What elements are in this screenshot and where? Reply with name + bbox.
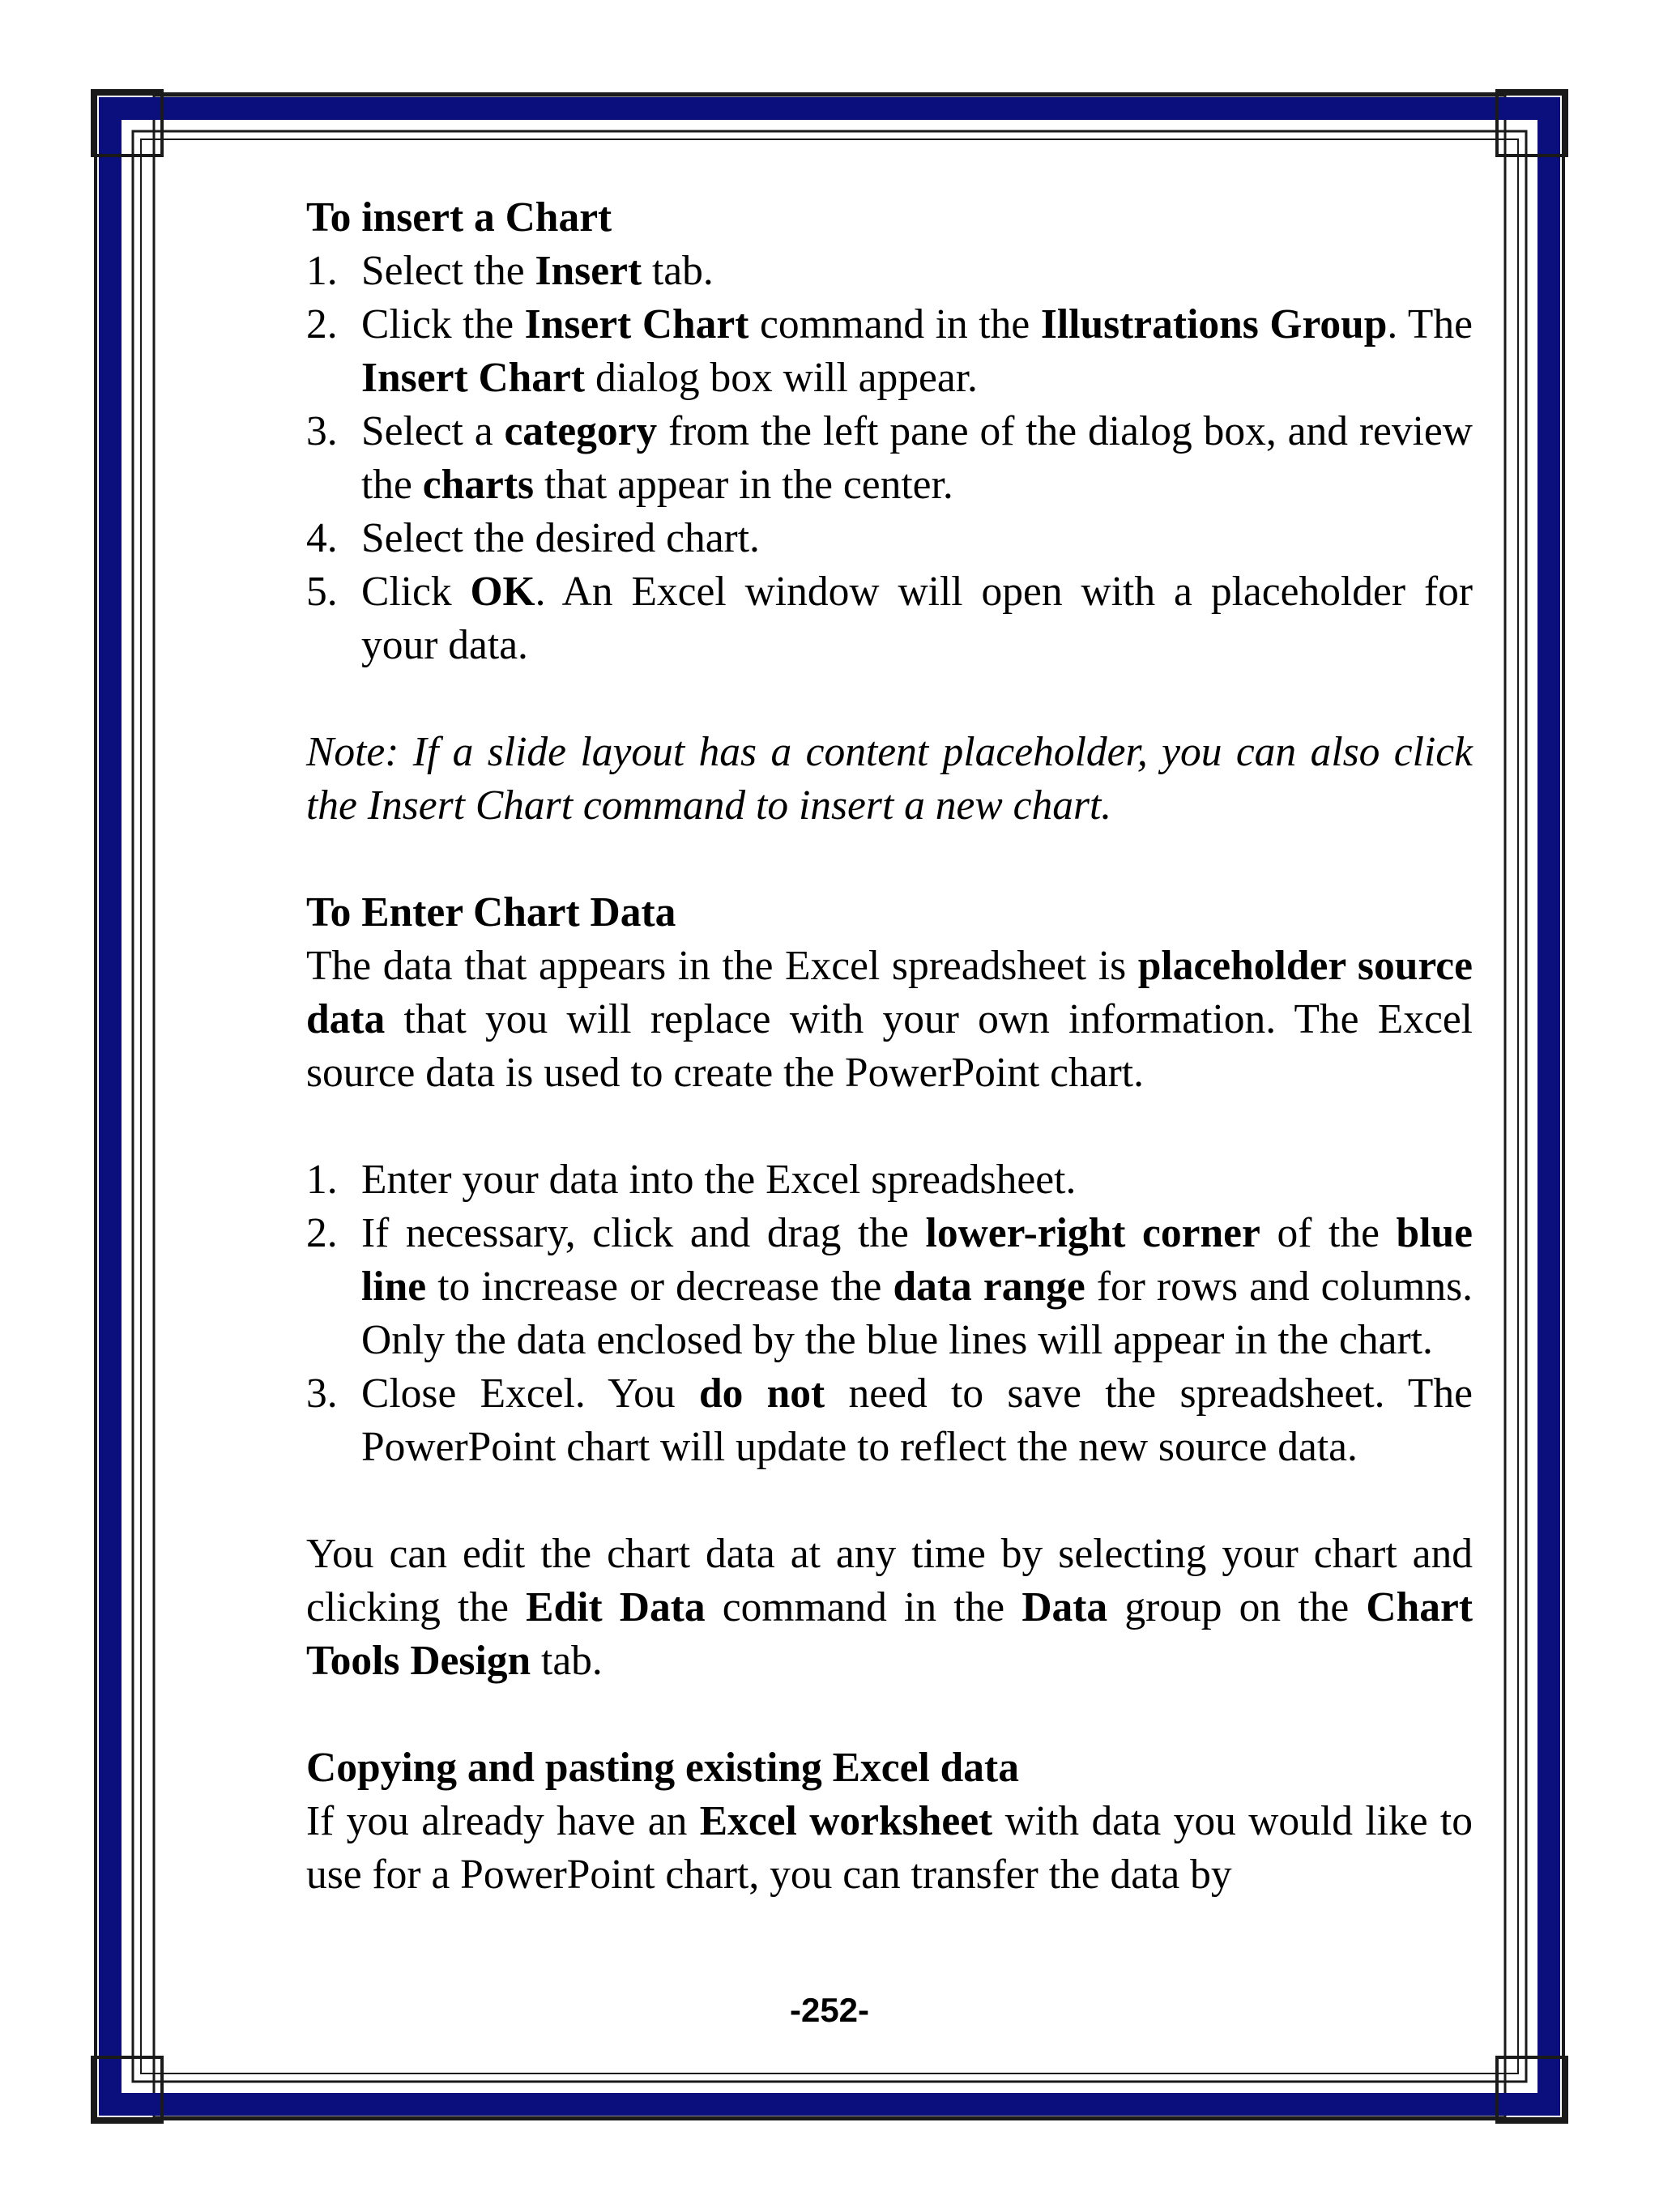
section-heading: To insert a Chart (306, 194, 612, 241)
page-content (306, 191, 1473, 1902)
paragraph: You can edit the chart data at any time by selecting your chart and clicking the Edit Data command in the Data group on the Chart Tools Design tab. (306, 1531, 1473, 1684)
page-number: -252- (789, 1991, 870, 2029)
paragraph: The data that appears in the Excel spreadsheet is placeholder source data that you will replace with your own information. The Excel source data is used to create the PowerPoint chart. (306, 943, 1473, 1096)
paragraph: If you already have an Excel worksheet with data you would like to use for a PowerPoint chart, you can transfer the data by (306, 1798, 1473, 1898)
insert-chart-steps (306, 245, 1473, 672)
list-item: 3. Close Excel. You do not need to save the spreadsheet. The PowerPoint chart will update to reflect the new source data. (306, 1370, 1473, 1470)
list-item: 1. Enter your data into the Excel spreadsheet. (306, 1157, 1077, 1203)
section-heading: Copying and pasting existing Excel data (306, 1745, 1019, 1791)
list-item: 5. Click OK. An Excel window will open with a placeholder for your data. (306, 569, 1473, 668)
section-heading: To Enter Chart Data (306, 889, 676, 936)
enter-data-steps (306, 1153, 1473, 1474)
list-item: 2. If necessary, click and drag the lower-right corner of the blue line to increase or decrease the data range for rows and columns. Only the data enclosed by the blue lines will appear in the chart. (306, 1210, 1473, 1363)
list-item: 1. Select the Insert tab. (306, 248, 714, 294)
list-item: 2. Click the Insert Chart command in the Illustrations Group. The Insert Chart dialog box will appear. (306, 301, 1473, 401)
list-item: 4. Select the desired chart. (306, 515, 760, 561)
note-text: Note: If a slide layout has a content placeholder, you can also click the Insert Chart command to insert a new chart. (306, 729, 1473, 829)
list-item: 3. Select a category from the left pane of the dialog box, and review the charts that appear in the center. (306, 408, 1473, 508)
